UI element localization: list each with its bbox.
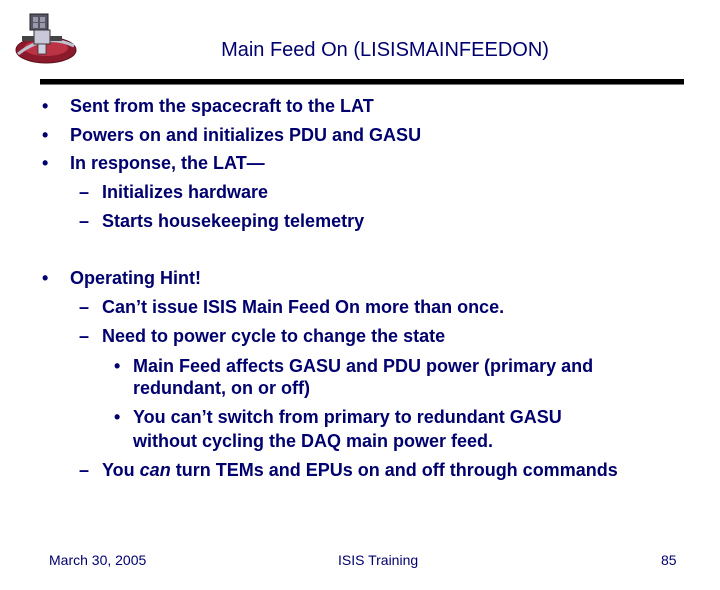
footer-page-number: 85 bbox=[661, 552, 677, 568]
title-divider-shadow bbox=[40, 84, 684, 85]
bullet-marker: • bbox=[114, 356, 121, 376]
bullet-marker: • bbox=[42, 96, 49, 116]
sub-sub-bullet-text: Main Feed affects GASU and PDU power (primary and bbox=[133, 356, 594, 376]
sub-bullet-text bbox=[102, 459, 618, 481]
sub-sub-bullet-text: without cycling the DAQ main power feed. bbox=[133, 431, 494, 451]
sub-sub-bullet-text: redundant, on or off) bbox=[133, 378, 310, 398]
footer-date: March 30, 2005 bbox=[49, 552, 147, 568]
dash-marker: – bbox=[79, 211, 90, 231]
bullet-text: Sent from the spacecraft to the LAT bbox=[70, 96, 374, 116]
bullet-text: Powers on and initializes PDU and GASU bbox=[70, 125, 422, 145]
sub-bullet-text: Need to power cycle to change the state bbox=[102, 326, 446, 346]
text-run: turn TEMs and EPUs on and off through commands bbox=[170, 460, 618, 480]
lat-logo-icon bbox=[8, 10, 78, 68]
dash-marker: – bbox=[79, 460, 90, 480]
bullet-text: Operating Hint! bbox=[70, 268, 201, 288]
slide-title: Main Feed On (LISISMAINFEEDON) bbox=[221, 39, 549, 61]
dash-marker: – bbox=[79, 326, 90, 346]
footer-center: ISIS Training bbox=[338, 552, 419, 568]
bullet-text: In response, the LAT— bbox=[70, 153, 265, 173]
dash-marker: – bbox=[79, 182, 90, 202]
emphasis-text: can bbox=[139, 460, 171, 480]
text-run: You bbox=[102, 460, 140, 480]
dash-marker: – bbox=[79, 297, 90, 317]
sub-sub-bullet-text: You can’t switch from primary to redundant GASU bbox=[133, 407, 562, 427]
sub-bullet-text: Can’t issue ISIS Main Feed On more than once. bbox=[102, 297, 505, 317]
bullet-marker: • bbox=[114, 407, 121, 427]
sub-bullet-text: Starts housekeeping telemetry bbox=[102, 211, 365, 231]
bullet-marker: • bbox=[42, 125, 49, 145]
bullet-marker: • bbox=[42, 268, 49, 288]
bullet-marker: • bbox=[42, 153, 49, 173]
sub-bullet-text: Initializes hardware bbox=[102, 182, 269, 202]
